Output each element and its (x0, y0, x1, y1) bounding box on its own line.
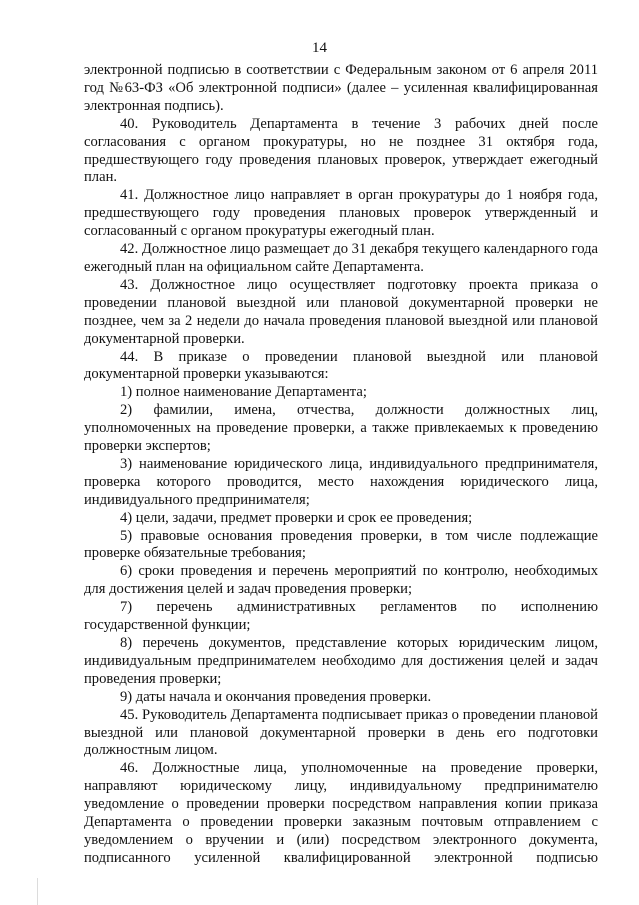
page-number: 14 (312, 40, 327, 56)
paragraph-42: 42. Должностное лицо размещает до 31 декабря текущего календарного года ежегодный план на официальном сайте Департамента. (84, 241, 598, 275)
paragraph-43: 43. Должностное лицо осуществляет подготовку проекта приказа о проведении плановой выездной или плановой документарной проверки не позднее, чем за 2 недели до начала проведения плановой выездной или плановой документарной проверки. (84, 276, 598, 347)
paragraph-41: 41. Должностное лицо направляет в орган прокуратуры до 1 ноября года, предшествующего году проведения плановых проверок утвержденный и согласованный с органом прокуратуры ежегодный план. (84, 187, 598, 240)
list-item-2: 2) фамилии, имена, отчества, должности должностных лиц, уполномоченных на проведение проверки, а также привлекаемых к проведению проверки экспертов; (84, 402, 598, 455)
list-item-6: 6) сроки проведения и перечень мероприятий по контролю, необходимых для достижения целей и задач проведения проверки; (84, 563, 598, 598)
paragraph-40: 40. Руководитель Департамента в течение 3 рабочих дней после согласования с органом прокуратуры, но не позднее 31 октября года, предшествующего году проведения плановых проверок, утверждает ежегодный план. (84, 115, 598, 186)
document-body (84, 62, 598, 868)
list-item-3: 3) наименование юридического лица, индивидуального предпринимателя, проверка которого проводится, место нахождения юридического лица, индивидуального предпринимателя; (84, 455, 598, 508)
paragraph-46: 46. Должностные лица, уполномоченные на проведение проверки, направляют юридическому лицу, индивидуальному предпринимателю уведомление о проведении проверки посредством направления копии приказа Департамента о проведении проверки заказным почтовым отправлением с уведомлением о вручении и (или) посредством электронного документа, подписанного усиленной квалифицированной электронной подписью (84, 760, 598, 866)
list-item-7: 7) перечень административных регламентов по исполнению государственной функции; (84, 599, 598, 634)
paragraph-45: 45. Руководитель Департамента подписывает приказ о проведении плановой выездной или плановой документарной проверки в день его подготовки должностным лицом. (84, 706, 598, 759)
list-item-5: 5) правовые основания проведения проверки, в том числе подлежащие проверке обязательные требования; (84, 527, 598, 562)
list-item-1: 1) полное наименование Департамента; (120, 384, 367, 401)
paragraph-continuation: электронной подписью в соответствии с Федеральным законом от 6 апреля 2011 год №63-ФЗ «Об электронной подписи» (далее – усиленная квалифицированная электронная подпись). (84, 62, 598, 114)
list-item-9: 9) даты начала и окончания проведения проверки. (120, 688, 432, 705)
list-item-8: 8) перечень документов, представление которых юридическим лицом, индивидуальным предпринимателем необходимо для достижения целей и задач проведения проверки; (84, 635, 598, 687)
paragraph-44: 44. В приказе о проведении плановой выездной или плановой документарной проверки указываются: (84, 348, 598, 383)
list-item-4: 4) цели, задачи, предмет проверки и срок ее проведения; (120, 509, 473, 526)
scan-edge-mark (37, 878, 38, 905)
